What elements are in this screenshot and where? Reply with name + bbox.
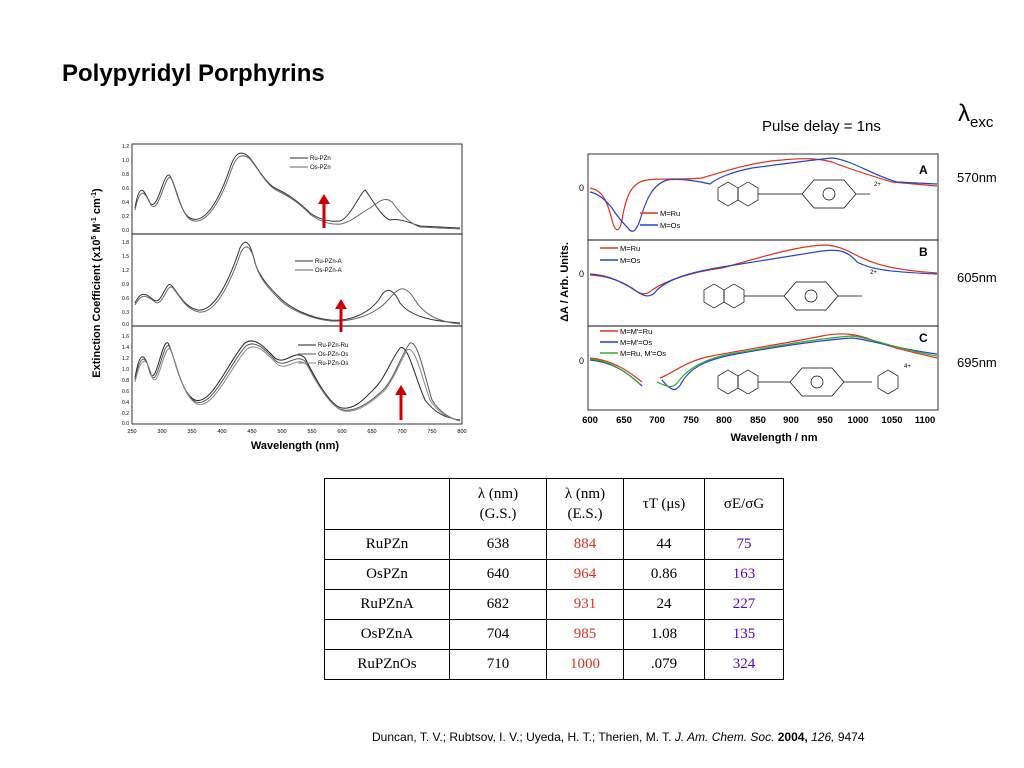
x-tick: 800	[457, 429, 467, 435]
lambda-exc-label: $\lambda_{exc}$	[958, 100, 994, 131]
panel-b-ru-trace	[590, 245, 937, 294]
p2-ytick: 0.3	[122, 310, 129, 316]
legend-b-ru: M=Ru	[620, 244, 641, 253]
x-tick: 700	[649, 415, 665, 426]
left-xlabel: Wavelength (nm)	[250, 440, 340, 452]
transient-absorption-figure	[552, 150, 944, 450]
table-row	[325, 620, 784, 650]
legend-c-os-os: M=M'=Os	[620, 338, 653, 347]
excitation-570: 570nm	[957, 170, 997, 185]
lambda-gs-value: 704	[450, 620, 547, 650]
photophysics-table	[324, 478, 784, 680]
ru-pzn-ru-curve	[135, 341, 460, 420]
x-tick: 400	[217, 429, 227, 435]
x-tick: 1000	[847, 415, 869, 426]
tau-value: .079	[624, 650, 705, 680]
p3-ytick: 0.0	[122, 421, 129, 427]
p2-ytick: 1.2	[122, 268, 129, 274]
ru-pzn-os-curve	[135, 347, 460, 421]
ru-pzn-curve	[135, 153, 460, 228]
header-sigma-ratio: σE/σG	[705, 479, 784, 530]
p3-ytick: 0.2	[122, 411, 129, 417]
lambda-es-value: 964	[547, 560, 624, 590]
x-tick: 950	[817, 415, 833, 426]
compound-name: RuPZn	[325, 530, 450, 560]
right-ylabel: ΔA / Arb. Units.	[559, 242, 571, 322]
absorption-figure	[80, 138, 475, 460]
legend-os-pzn: Os-PZn	[310, 165, 331, 171]
legend-c-ru-ru: M=M'=Ru	[620, 327, 653, 336]
x-tick: 500	[277, 429, 287, 435]
legend-ru-pzn: Ru-PZn	[310, 156, 331, 162]
sigma-ratio-value: 135	[705, 620, 784, 650]
x-tick: 600	[582, 415, 598, 426]
x-tick: 300	[157, 429, 167, 435]
p3-ytick: 1.6	[122, 334, 129, 340]
x-tick: 900	[783, 415, 799, 426]
panel-c-letter: C	[919, 331, 928, 345]
compound-name: RuPZnA	[325, 590, 450, 620]
lambda-gs-value: 640	[450, 560, 547, 590]
p1-ytick: 1.0	[122, 158, 129, 164]
x-tick: 750	[427, 429, 437, 435]
header-lambda-gs: λ (nm) (G.S.)	[450, 479, 547, 530]
right-xlabel: Wavelength / nm	[730, 432, 818, 444]
p2-ytick: 1.5	[122, 254, 129, 260]
table-row	[325, 650, 784, 680]
legend-os-pzn-os: Os-PZn-Os	[318, 352, 349, 358]
p2-ytick: 0.9	[122, 282, 129, 288]
panel-a-os-trace	[590, 158, 937, 231]
lambda-es-value: 931	[547, 590, 624, 620]
p2-ytick: 1.8	[122, 240, 129, 246]
molecule-structure-icon	[704, 282, 862, 310]
lambda-es-value: 884	[547, 530, 624, 560]
molecule-structure-icon	[718, 180, 870, 208]
x-tick: 650	[616, 415, 632, 426]
x-tick: 750	[683, 415, 699, 426]
arrow-up-icon	[395, 385, 407, 395]
legend-ru-pzn-ru: Ru-PZn-Ru	[318, 343, 349, 349]
x-tick: 700	[397, 429, 407, 435]
x-tick: 650	[367, 429, 377, 435]
panel-b-letter: B	[919, 245, 928, 259]
tau-value: 1.08	[624, 620, 705, 650]
legend-a-os: M=Os	[660, 221, 681, 230]
charge-c: 4+	[904, 364, 911, 370]
table-row	[325, 560, 784, 590]
tau-value: 0.86	[624, 560, 705, 590]
header-tau: τT (μs)	[624, 479, 705, 530]
lambda-gs-value: 710	[450, 650, 547, 680]
zero-c: 0	[578, 356, 584, 366]
molecule-structure-icon	[718, 368, 898, 396]
x-tick: 450	[247, 429, 257, 435]
x-tick: 1100	[914, 415, 936, 426]
arrow-up-icon	[335, 299, 347, 309]
legend-b-os: M=Os	[620, 256, 641, 265]
legend-ru-pzn-os: Ru-PZn-Os	[318, 361, 349, 367]
lambda-gs-value: 682	[450, 590, 547, 620]
p3-ytick: 0.6	[122, 389, 129, 395]
zero-b: 0	[578, 269, 584, 279]
sigma-ratio-value: 75	[705, 530, 784, 560]
charge-b: 2+	[870, 270, 877, 276]
p3-ytick: 1.2	[122, 356, 129, 362]
x-tick: 250	[127, 429, 137, 435]
p1-ytick: 0.4	[122, 200, 129, 206]
p2-ytick: 0.0	[122, 322, 129, 328]
tau-value: 24	[624, 590, 705, 620]
p1-ytick: 0.8	[122, 172, 129, 178]
x-tick: 800	[716, 415, 732, 426]
lambda-es-value: 985	[547, 620, 624, 650]
table-row	[325, 530, 784, 560]
p3-ytick: 0.4	[122, 400, 129, 406]
x-tick: 600	[337, 429, 347, 435]
p2-ytick: 0.6	[122, 296, 129, 302]
legend-c-ru-os: M=Ru, M'=Os	[620, 349, 667, 358]
table-row	[325, 590, 784, 620]
table-header-row	[325, 479, 784, 530]
panel-a-letter: A	[919, 163, 928, 177]
p3-ytick: 0.8	[122, 378, 129, 384]
compound-name: OsPZnA	[325, 620, 450, 650]
tau-value: 44	[624, 530, 705, 560]
compound-name: RuPZnOs	[325, 650, 450, 680]
page-title: Polypyridyl Porphyrins	[62, 60, 325, 87]
sigma-ratio-value: 324	[705, 650, 784, 680]
p3-ytick: 1.4	[122, 345, 129, 351]
p3-ytick: 1.0	[122, 367, 129, 373]
lambda-es-value: 1000	[547, 650, 624, 680]
excitation-605: 605nm	[957, 270, 997, 285]
pulse-delay-label: Pulse delay = 1ns	[762, 118, 881, 135]
sigma-ratio-value: 163	[705, 560, 784, 590]
p1-ytick: 0.6	[122, 186, 129, 192]
p1-ytick: 1.2	[122, 144, 129, 150]
header-empty	[325, 479, 450, 530]
arrow-up-icon	[318, 194, 330, 204]
p1-ytick: 0.0	[122, 228, 129, 234]
citation: Duncan, T. V.; Rubtsov, I. V.; Uyeda, H. T.; Therien, M. T. J. Am. Chem. Soc. 2004, 126, 9474	[372, 730, 865, 744]
x-tick: 350	[187, 429, 197, 435]
p1-ytick: 0.2	[122, 214, 129, 220]
excitation-695: 695nm	[957, 355, 997, 370]
sigma-ratio-value: 227	[705, 590, 784, 620]
charge-a: 2+	[874, 182, 881, 188]
left-ylabel: Extinction Coefficient ($x10^5$ $M^{-1}$ $cm^{-1}$)	[91, 188, 103, 378]
legend-os-pzn-a: Os-PZn-A	[315, 268, 342, 274]
lambda-gs-value: 638	[450, 530, 547, 560]
x-tick: 1050	[881, 415, 903, 426]
ru-pzn-a-curve	[135, 242, 460, 323]
zero-a: 0	[578, 183, 584, 193]
x-tick: 550	[307, 429, 317, 435]
x-tick: 850	[750, 415, 766, 426]
legend-ru-pzn-a: Ru-PZn-A	[315, 259, 342, 265]
compound-name: OsPZn	[325, 560, 450, 590]
header-lambda-es: λ (nm) (E.S.)	[547, 479, 624, 530]
legend-a-ru: M=Ru	[660, 209, 681, 218]
